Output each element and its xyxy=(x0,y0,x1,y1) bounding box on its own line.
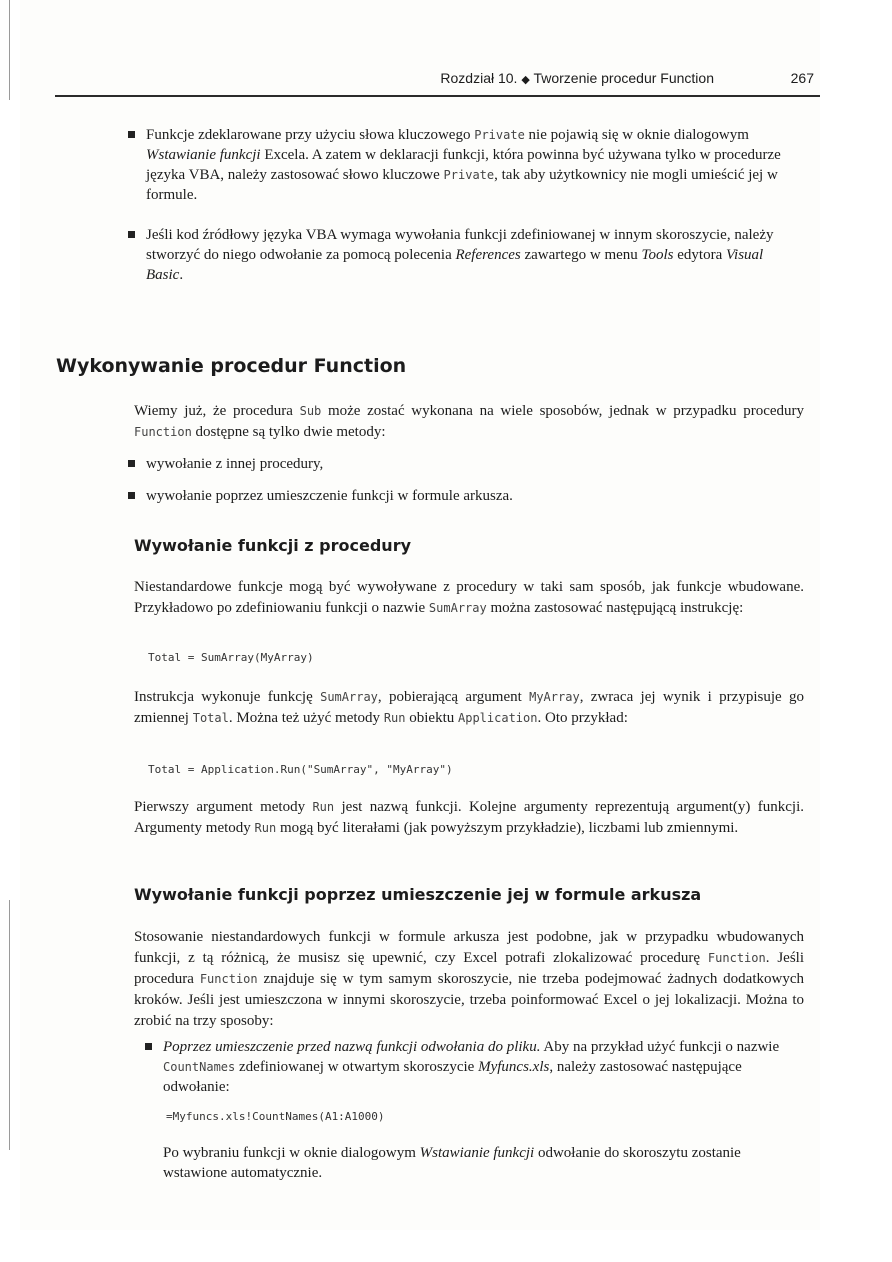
subsection-heading: Wywołanie funkcji poprzez umieszczenie jej w formule arkusza xyxy=(134,885,702,904)
bullet-private-functions: Funkcje zdeklarowane przy użyciu słowa kluczowego Private nie pojawią się w oknie dialogowym Wstawianie funkcji Excela. A zatem w deklaracji funkcji, która powinna być używana tylko w procedurze języka VBA, należy zastosować słowo kluczowe Private, tak aby użytkownicy nie mogli umieścić jej w formule. xyxy=(146,125,800,205)
bullet-square-icon xyxy=(128,231,135,238)
running-header xyxy=(55,67,820,97)
bullet-square-icon xyxy=(145,1043,152,1050)
binding-edge-line xyxy=(9,900,10,1150)
method-item: wywołanie z innej procedury, xyxy=(146,454,800,474)
method-item: wywołanie poprzez umieszczenie funkcji w formule arkusza. xyxy=(146,486,800,506)
bullet-square-icon xyxy=(128,492,135,499)
section-heading: Wykonywanie procedur Function xyxy=(56,355,407,377)
subsection-heading: Wywołanie funkcji z procedury xyxy=(134,536,412,555)
body-paragraph: Po wybraniu funkcji w oknie dialogowym Wstawianie funkcji odwołanie do skoroszytu zostanie wstawione automatycznie. xyxy=(163,1145,741,1181)
bullet-square-icon xyxy=(128,131,135,138)
code-example: Total = SumArray(MyArray) xyxy=(148,651,314,664)
body-paragraph: Niestandardowe funkcje mogą być wywoływane z procedury w taki sam sposób, jak funkcje wbudowane. Przykładowo po zdefiniowaniu funkcji o nazwie SumArray można zastosować następującą instrukcję: xyxy=(134,579,804,616)
intro-paragraph: Wiemy już, że procedura Sub może zostać wykonana na wiele sposobów, jednak w przypadku procedury Function dostępne są tylko dwie metody: xyxy=(134,403,805,440)
diamond-icon: ◆ xyxy=(521,74,530,86)
code-example: Total = Application.Run("SumArray", "MyArray") xyxy=(148,763,453,776)
page-number: 267 xyxy=(790,70,814,86)
bullet-file-reference: Poprzez umieszczenie przed nazwą funkcji odwołania do pliku. Aby na przykład użyć funkcji o nazwie CountNames zdefiniowanej w otwartym skoroszycie Myfuncs.xls, należy zastosować następujące odwołanie: xyxy=(163,1037,803,1097)
bullet-square-icon xyxy=(128,460,135,467)
body-paragraph: Instrukcja wykonuje funkcję SumArray, pobierającą argument MyArray, zwraca jej wynik i przypisuje go zmiennej Total. Można też użyć metody Run obiektu Application. Oto przykład: xyxy=(134,689,804,726)
body-paragraph: Stosowanie niestandardowych funkcji w formule arkusza jest podobne, jak w przypadku wbudowanych funkcji, z tą różnicą, że musisz się upewnić, czy Excel potrafi zlokalizować procedurę Function. Jeśli procedura Function znajduje się w tym samym skoroszycie, nie trzeba podejmować żadnych dodatkowych kroków. Jeśli jest umieszczona w innymi skoroszycie, trzeba poinformować Excel o jej lokalizacji. Można to zrobić na trzy sposoby: xyxy=(134,929,804,1029)
running-header-title: Rozdział 10. ◆ Tworzenie procedur Function xyxy=(440,70,714,86)
code-example: =Myfuncs.xls!CountNames(A1:A1000) xyxy=(166,1110,385,1123)
body-paragraph: Pierwszy argument metody Run jest nazwą funkcji. Kolejne argumenty reprezentują argument(y) funkcji. Argumenty metody Run mogą być literałami (jak powyższym przykładzie), liczbami lub zmiennymi. xyxy=(134,799,804,836)
binding-edge-line xyxy=(9,0,10,100)
bullet-references: Jeśli kod źródłowy języka VBA wymaga wywołania funkcji zdefiniowanej w innym skoroszycie, należy stworzyć do niego odwołanie za pomocą polecenia References zawartego w menu Tools edytora Visual Basic. xyxy=(146,225,800,285)
